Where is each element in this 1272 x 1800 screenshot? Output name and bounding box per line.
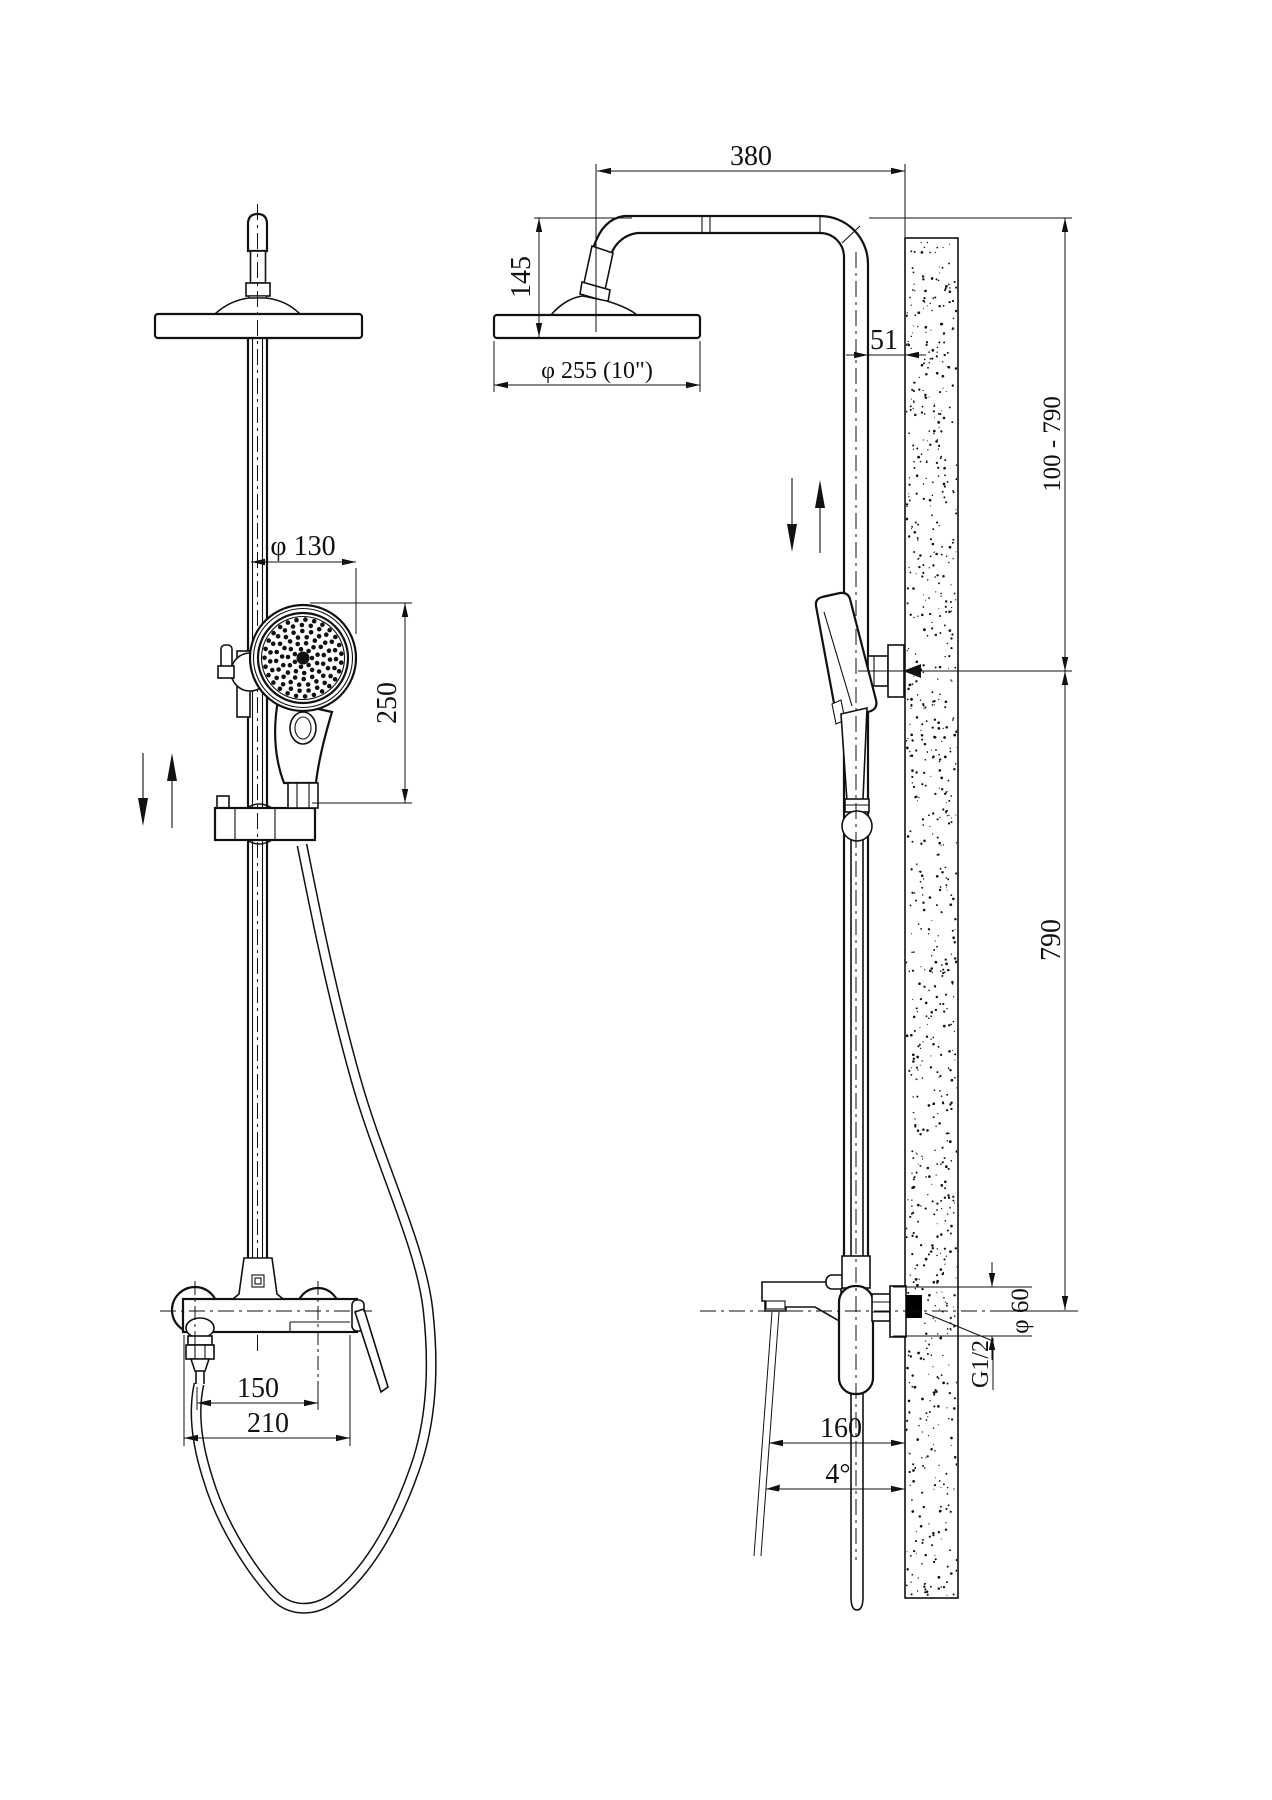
side-mixer: [762, 1256, 922, 1394]
arrow-up-icon: [167, 753, 177, 781]
svg-text:φ 130: φ 130: [270, 531, 336, 562]
slide-direction-arrows-side: [787, 478, 825, 553]
svg-text:790: 790: [1036, 919, 1067, 961]
side-view: [494, 216, 1078, 1610]
svg-text:145: 145: [506, 256, 537, 298]
front-shower-hose: [196, 845, 431, 1608]
svg-text:4°: 4°: [825, 1459, 851, 1490]
dim-spout-reach: [769, 1413, 905, 1446]
svg-text:φ 255 (10"): φ 255 (10"): [541, 358, 653, 384]
wall-section: [905, 238, 958, 1598]
dim-outlet-spacing: [197, 1373, 318, 1410]
front-rain-head: [155, 214, 362, 338]
slide-direction-arrows-front: [138, 753, 177, 828]
hose-outlet: [191, 1359, 209, 1371]
svg-text:φ 60: φ 60: [1007, 1288, 1034, 1334]
dim-bracket-range: [869, 218, 1072, 671]
arrow-down-icon: [787, 524, 797, 552]
stream-line: [754, 1312, 772, 1556]
dim-column-height: [1036, 671, 1068, 1310]
mixer-handle-lever: [355, 1309, 388, 1392]
svg-text:160: 160: [820, 1413, 862, 1444]
front-view: [138, 204, 431, 1608]
dim-spout-angle: [766, 1459, 905, 1492]
svg-text:250: 250: [372, 682, 403, 724]
arrow-down-icon: [138, 798, 148, 826]
stream-line: [761, 1312, 779, 1556]
svg-text:150: 150: [237, 1373, 279, 1404]
dim-head-diameter: [494, 341, 700, 392]
svg-text:51: 51: [870, 325, 898, 356]
svg-text:100 - 790: 100 - 790: [1039, 396, 1066, 492]
arrow-up-icon: [815, 480, 825, 508]
wall-connection-marker: [906, 1295, 922, 1318]
svg-text:380: 380: [730, 141, 772, 172]
svg-text:G1/2: G1/2: [968, 1340, 994, 1388]
svg-text:210: 210: [247, 1408, 289, 1439]
side-hose: [851, 840, 863, 1610]
